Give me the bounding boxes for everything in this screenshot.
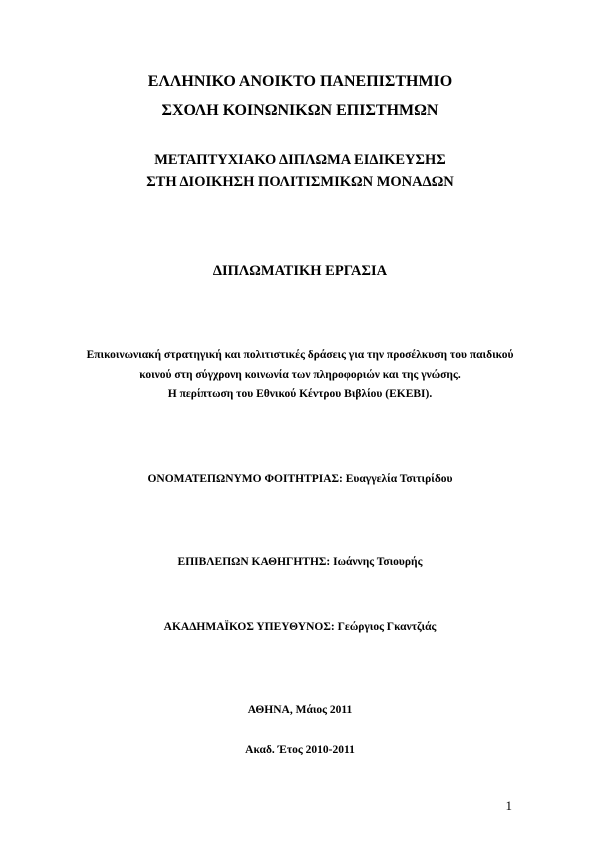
program-title-line1: ΜΕΤΑΠΤΥΧΙΑΚΟ ΔΙΠΛΩΜΑ ΕΙΔΙΚΕΥΣΗΣ	[154, 152, 446, 168]
school-name: ΣΧΟΛΗ ΚΟΙΝΩΝΙΚΩΝ ΕΠΙΣΤΗΜΩΝ	[161, 102, 439, 119]
academic-year: Ακαδ. Έτος 2010-2011	[245, 744, 355, 756]
student-name: ΟΝΟΜΑΤΕΠΩΝΥΜΟ ΦΟΙΤΗΤΡΙΑΣ: Ευαγγελία Τσιτιρίδου	[147, 473, 453, 485]
page-number: 1	[505, 798, 512, 813]
place-date: ΑΘΗΝΑ, Μάιος 2011	[247, 704, 353, 716]
university-name: ΕΛΛΗΝΙΚΟ ΑΝΟΙΚΤΟ ΠΑΝΕΠΙΣΤΗΜΙΟ	[147, 73, 453, 90]
program-title-line2: ΣΤΗ ΔΙΟΙΚΗΣΗ ΠΟΛΙΤΙΣΜΙΚΩΝ ΜΟΝΑΔΩΝ	[146, 174, 454, 190]
topic-line1: Επικοινωνιακή στρατηγική και πολιτιστικές δράσεις για την προσέλκυση του παιδικού	[86, 349, 514, 361]
document-type: ΔΙΠΛΩΜΑΤΙΚΗ ΕΡΓΑΣΙΑ	[212, 263, 388, 279]
academic-responsible: ΑΚΑΔΗΜΑΪΚΟΣ ΥΠΕΥΘΥΝΟΣ: Γεώργιος Γκαντζιάς	[163, 621, 437, 633]
topic-line3: Η περίπτωση του Εθνικού Κέντρου Βιβλίου (ΕΚΕΒΙ).	[167, 388, 433, 400]
supervisor-name: ΕΠΙΒΛΕΠΩΝ ΚΑΘΗΓΗΤΗΣ: Ιωάννης Τσιουρής	[177, 556, 423, 568]
topic-line2: κοινού στη σύγχρονη κοινωνία των πληροφοριών και της γνώσης.	[139, 369, 461, 381]
